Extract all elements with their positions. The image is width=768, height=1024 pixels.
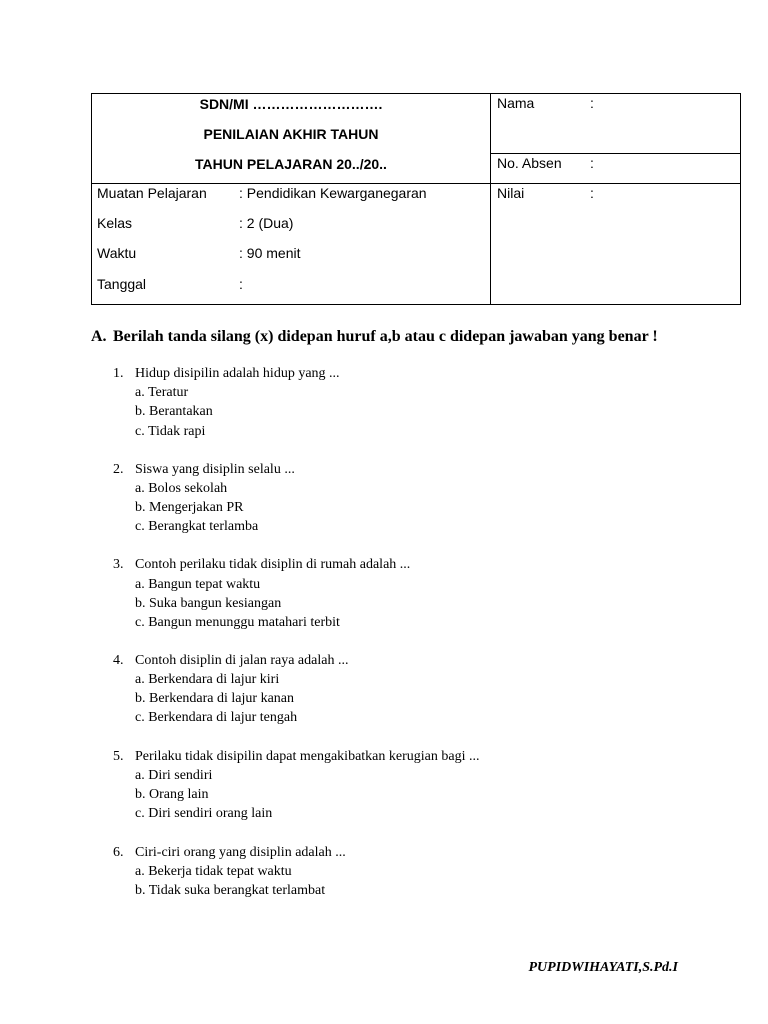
answer-option[interactable]: c. Diri sendiri orang lain	[135, 806, 273, 821]
question-number: 5.	[113, 749, 124, 764]
student-field-colon: :	[590, 185, 594, 201]
answer-option[interactable]: b. Berantakan	[135, 404, 213, 419]
school-year: TAHUN PELAJARAN 20../20..	[195, 156, 387, 172]
question-stem: Hidup disipilin adalah hidup yang ...	[135, 366, 340, 381]
identity-value: : 2 (Dua)	[239, 215, 294, 231]
answer-option[interactable]: a. Bangun tepat waktu	[135, 577, 261, 592]
question-stem: Perilaku tidak disipilin dapat mengakibatkan kerugian bagi ...	[135, 749, 480, 764]
student-field-colon: :	[590, 95, 594, 111]
question-stem: Contoh perilaku tidak disiplin di rumah adalah ...	[135, 557, 411, 572]
student-field-label: No. Absen	[497, 155, 562, 171]
table-divider-left	[92, 183, 490, 184]
student-field-label: Nilai	[497, 185, 525, 201]
author-signature: PUPIDWIHAYATI,S.Pd.I	[528, 960, 678, 975]
student-field-colon: :	[590, 155, 594, 171]
question-number: 1.	[113, 366, 124, 381]
student-field-label: Nama	[497, 95, 535, 111]
answer-option[interactable]: c. Tidak rapi	[135, 424, 206, 439]
identity-label: Muatan Pelajaran	[97, 185, 207, 201]
answer-option[interactable]: b. Suka bangun kesiangan	[135, 596, 282, 611]
answer-option[interactable]: b. Berkendara di lajur kanan	[135, 691, 294, 706]
table-divider-right-1	[490, 153, 740, 154]
question-number: 3.	[113, 557, 124, 572]
school-name: SDN/MI ……………………….	[199, 96, 383, 112]
answer-option[interactable]: a. Diri sendiri	[135, 768, 213, 783]
answer-option[interactable]: a. Bekerja tidak tepat waktu	[135, 864, 292, 879]
answer-option[interactable]: a. Berkendara di lajur kiri	[135, 672, 280, 687]
question-number: 4.	[113, 653, 124, 668]
identity-label: Kelas	[97, 215, 133, 231]
identity-value: : 90 menit	[239, 245, 301, 261]
answer-option[interactable]: c. Berkendara di lajur tengah	[135, 710, 298, 725]
question-stem: Ciri-ciri orang yang disiplin adalah ...	[135, 845, 346, 860]
table-divider-right-2	[490, 183, 740, 184]
question-stem: Contoh disiplin di jalan raya adalah ...	[135, 653, 349, 668]
identity-value: :	[239, 276, 243, 292]
identity-label: Waktu	[97, 245, 137, 261]
question-number: 2.	[113, 462, 124, 477]
table-divider-vertical	[490, 94, 491, 304]
question-number: 6.	[113, 845, 124, 860]
answer-option[interactable]: b. Mengerjakan PR	[135, 500, 244, 515]
answer-option[interactable]: a. Teratur	[135, 385, 189, 400]
section-letter: A.	[91, 328, 107, 345]
answer-option[interactable]: b. Tidak suka berangkat terlambat	[135, 883, 326, 898]
exam-title: PENILAIAN AKHIR TAHUN	[203, 126, 379, 142]
section-instruction: Berilah tanda silang (x) didepan huruf a,b atau c didepan jawaban yang benar !	[113, 328, 658, 345]
identity-value: : Pendidikan Kewarganegaran	[239, 185, 427, 201]
answer-option[interactable]: c. Berangkat terlamba	[135, 519, 259, 534]
answer-option[interactable]: b. Orang lain	[135, 787, 209, 802]
answer-option[interactable]: c. Bangun menunggu matahari terbit	[135, 615, 340, 630]
header-table	[91, 93, 741, 305]
identity-label: Tanggal	[97, 276, 147, 292]
question-stem: Siswa yang disiplin selalu ...	[135, 462, 295, 477]
answer-option[interactable]: a. Bolos sekolah	[135, 481, 228, 496]
